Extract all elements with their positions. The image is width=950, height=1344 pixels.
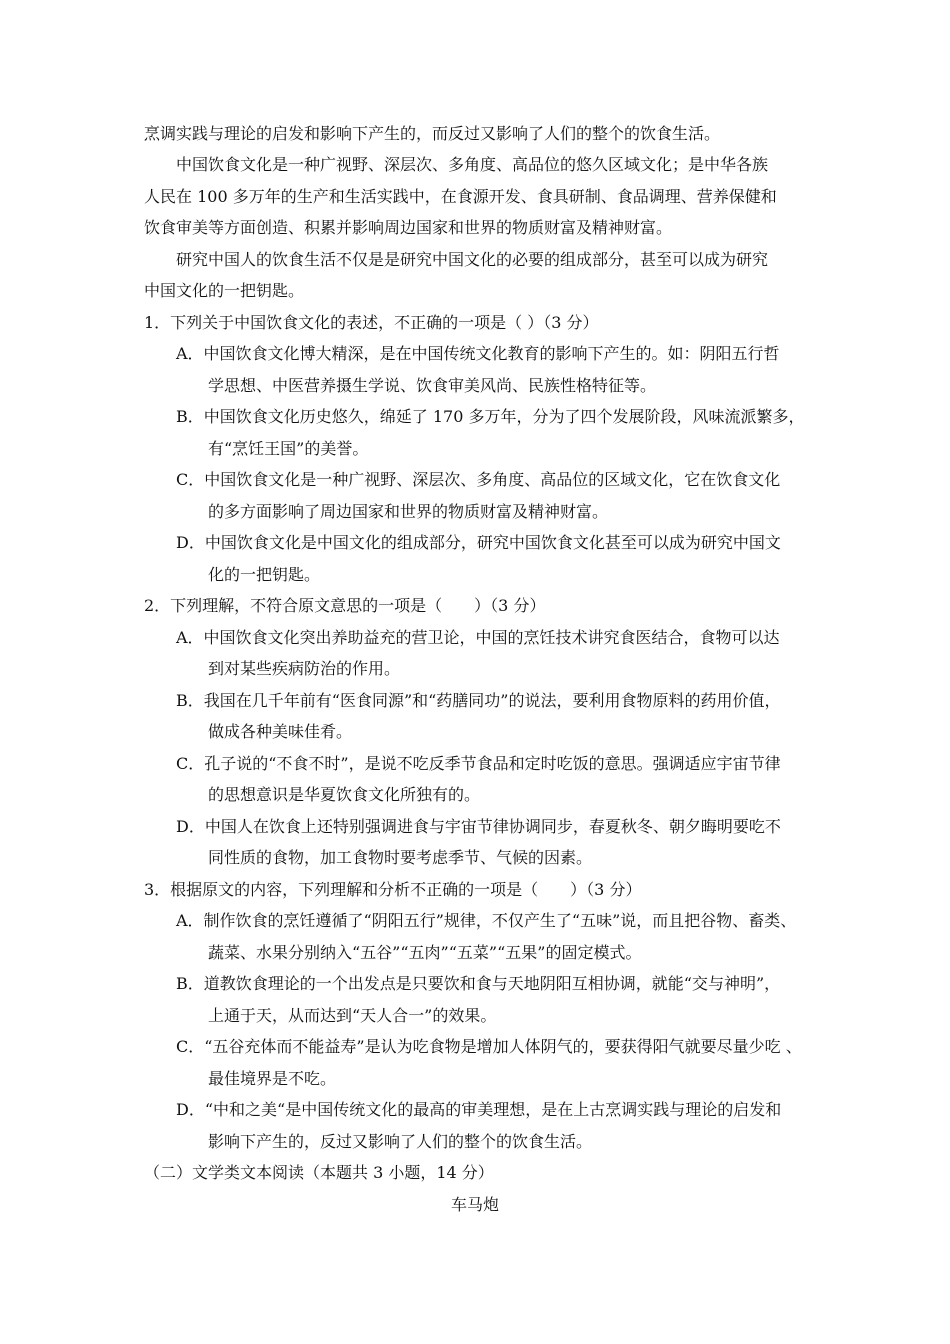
passage-line: 中国文化的一把钥匙。 [144,281,305,300]
passage-line: 人民在 100 多万年的生产和生活实践中，在食源开发、食具研制、食品调理、营养保健和 [144,187,777,206]
option-d-line1: D．中国人在饮食上还特别强调进食与宇宙节律协调同步，春夏秋冬、朝夕晦明要吃不 [176,817,781,836]
option-a-line1: A．制作饮食的烹饪遵循了“阴阳五行”规律，不仅产生了“五味”说，而且把谷物、畜类、 [176,911,797,930]
section-heading: （二）文学类文本阅读（本题共 3 小题，14 分） [144,1163,494,1182]
option-d-line2: 化的一把钥匙。 [208,565,321,584]
option-a-line2: 学思想、中医营养摄生学说、饮食审美风尚、民族性格特征等。 [208,376,657,395]
question-stem: 1．下列关于中国饮食文化的表述，不正确的一项是（ ）（3 分） [144,313,599,332]
option-c-line2: 最佳境界是不吃。 [208,1069,337,1088]
option-c-line2: 的思想意识是华夏饮食文化所独有的。 [208,785,481,804]
passage-line: 中国饮食文化是一种广视野、深层次、多角度、高品位的悠久区域文化；是中华各族 [176,155,769,174]
question-stem: 2．下列理解，不符合原文意思的一项是（ ）（3 分） [144,596,546,615]
option-c-line1: C．孔子说的“不食不时”，是说不吃反季节食品和定时吃饭的意思。强调适应宇宙节律 [176,754,781,773]
option-c-line1: C．“五谷充体而不能益寿”是认为吃食物是增加人体阴气的，要获得阳气就要尽量少吃 、 [176,1037,802,1056]
passage-line: 饮食审美等方面创造、积累并影响周边国家和世界的物质财富及精神财富。 [144,218,673,237]
option-a-line1: A．中国饮食文化博大精深，是在中国传统文化教育的影响下产生的。如：阴阳五行哲 [176,344,780,363]
option-b-line1: B．道教饮食理论的一个出发点是只要饮和食与天地阴阳互相协调，就能“交与神明”， [176,974,781,993]
option-d-line1: D．中国饮食文化是中国文化的组成部分，研究中国饮食文化甚至可以成为研究中国文 [176,533,781,552]
option-d-line2: 影响下产生的，反过又影响了人们的整个的饮食生活。 [208,1132,593,1151]
option-d-line2: 同性质的食物，加工食物时要考虑季节、气候的因素。 [208,848,593,867]
option-a-line1: A．中国饮食文化突出养助益充的营卫论，中国的烹饪技术讲究食医结合，食物可以达 [176,628,780,647]
story-title: 车马炮 [450,1195,499,1214]
option-c-line2: 的多方面影响了周边国家和世界的物质财富及精神财富。 [208,502,609,521]
passage-line: 烹调实践与理论的启发和影响下产生的，而反过又影响了人们的整个的饮食生活。 [144,124,721,143]
question-stem: 3．根据原文的内容，下列理解和分析不正确的一项是（ ）（3 分） [144,880,642,899]
option-a-line2: 到对某些疾病防治的作用。 [208,659,401,678]
option-c-line1: C．中国饮食文化是一种广视野、深层次、多角度、高品位的区域文化，它在饮食文化 [176,470,781,489]
passage-line: 研究中国人的饮食生活不仅是是研究中国文化的必要的组成部分，甚至可以成为研究 [176,250,769,269]
option-b-line1: B．中国饮食文化历史悠久，绵延了 170 多万年，分为了四个发展阶段，风味流派繁多， [176,407,805,426]
option-b-line1: B．我国在几千年前有“医食同源”和“药膳同功”的说法，要利用食物原料的药用价值， [176,691,781,710]
option-a-line2: 蔬菜、水果分别纳入“五谷”“五肉”“五菜”“五果”的固定模式。 [208,943,642,962]
option-b-line2: 做成各种美味佳肴。 [208,722,353,741]
option-b-line2: 上通于天，从而达到“天人合一”的效果。 [208,1006,497,1025]
option-d-line1: D．“中和之美“是中国传统文化的最高的审美理想，是在上古烹调实践与理论的启发和 [176,1100,782,1119]
option-b-line2: 有“烹饪王国”的美誉。 [208,439,369,458]
